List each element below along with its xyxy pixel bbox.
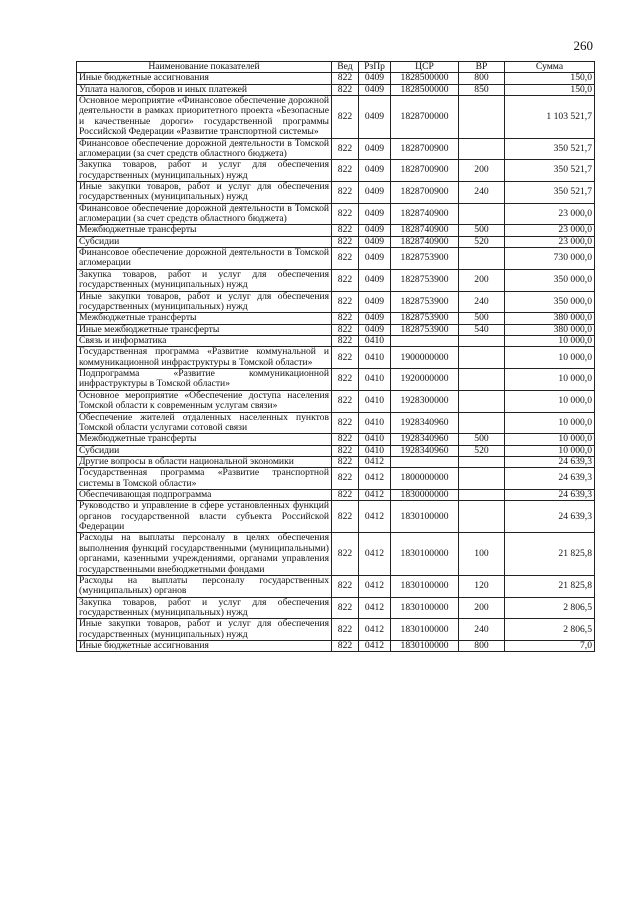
sum-cell: 24 639,3	[505, 456, 595, 467]
csr-cell: 1830100000	[391, 619, 459, 641]
name-cell: Основное мероприятие «Обеспечение доступа населения Томской области к современным услугам связи»	[77, 390, 332, 412]
name-cell: Финансовое обеспечение дорожной деятельности в Томской агломерации	[77, 248, 332, 270]
header-vr: ВР	[459, 62, 505, 73]
ved-cell: 822	[332, 73, 359, 84]
name-cell: Иные закупки товаров, работ и услуг для обеспечения государственных (муниципальных) нужд	[77, 619, 332, 641]
ved-cell: 822	[332, 445, 359, 456]
name-cell: Иные межбюджетные трансферты	[77, 324, 332, 335]
name-cell: Расходы на выплаты персоналу в целях обеспечения выполнения функций государственными (муниципальными) органами, казенными учреждениями, органами управления государственными внебюджетными фондами	[77, 533, 332, 575]
rzpr-cell: 0409	[359, 73, 391, 84]
csr-cell: 1828700900	[391, 138, 459, 160]
vr-cell: 120	[459, 575, 505, 597]
sum-cell: 21 825,8	[505, 533, 595, 575]
table-row	[77, 225, 595, 236]
name-cell: Обеспечивающая подпрограмма	[77, 490, 332, 501]
table-row	[77, 369, 595, 391]
name-cell: Основное мероприятие «Финансовое обеспечение дорожной деятельности в рамках приоритетного проекта «Безопасные и качественные дороги» государственной программы Российской Федерации «Развитие транспортной системы»	[77, 96, 332, 138]
rzpr-cell: 0410	[359, 369, 391, 391]
ved-cell: 822	[332, 138, 359, 160]
sum-cell: 23 000,0	[505, 236, 595, 247]
rzpr-cell: 0412	[359, 456, 391, 467]
rzpr-cell: 0412	[359, 501, 391, 533]
page-number: 260	[573, 38, 593, 53]
name-cell: Закупка товаров, работ и услуг для обеспечения государственных (муниципальных) нужд	[77, 160, 332, 182]
rzpr-cell: 0412	[359, 619, 391, 641]
rzpr-cell: 0412	[359, 533, 391, 575]
table-row	[77, 501, 595, 533]
ved-cell: 822	[332, 291, 359, 313]
table-row	[77, 138, 595, 160]
vr-cell: 500	[459, 434, 505, 445]
name-cell: Финансовое обеспечение дорожной деятельности в Томской агломерации (за счет средств областного бюджета)	[77, 203, 332, 225]
ved-cell: 822	[332, 412, 359, 434]
table-row	[77, 248, 595, 270]
vr-cell: 240	[459, 291, 505, 313]
sum-cell: 23 000,0	[505, 203, 595, 225]
rzpr-cell: 0410	[359, 445, 391, 456]
header-csr: ЦСР	[391, 62, 459, 73]
table-row	[77, 73, 595, 84]
table-row	[77, 434, 595, 445]
vr-cell: 100	[459, 533, 505, 575]
csr-cell: 1828753900	[391, 248, 459, 270]
name-cell: Закупка товаров, работ и услуг для обеспечения государственных (муниципальных) нужд	[77, 597, 332, 619]
sum-cell: 24 639,3	[505, 468, 595, 490]
name-cell: Иные закупки товаров, работ и услуг для обеспечения государственных (муниципальных) нужд	[77, 181, 332, 203]
rzpr-cell: 0409	[359, 269, 391, 291]
csr-cell: 1800000000	[391, 468, 459, 490]
csr-cell: 1830100000	[391, 533, 459, 575]
sum-cell: 7,0	[505, 641, 595, 652]
csr-cell: 1828753900	[391, 324, 459, 335]
sum-cell: 350 000,0	[505, 291, 595, 313]
table-row	[77, 490, 595, 501]
ved-cell: 822	[332, 641, 359, 652]
sum-cell: 150,0	[505, 73, 595, 84]
ved-cell: 822	[332, 84, 359, 95]
name-cell: Государственная программа «Развитие транспортной системы в Томской области»	[77, 468, 332, 490]
csr-cell: 1828700900	[391, 160, 459, 182]
table-row	[77, 291, 595, 313]
rzpr-cell: 0409	[359, 84, 391, 95]
rzpr-cell: 0412	[359, 597, 391, 619]
rzpr-cell: 0409	[359, 324, 391, 335]
rzpr-cell: 0409	[359, 138, 391, 160]
name-cell: Финансовое обеспечение дорожной деятельности в Томской агломерации (за счет средств областного бюджета)	[77, 138, 332, 160]
rzpr-cell: 0410	[359, 335, 391, 346]
name-cell: Иные бюджетные ассигнования	[77, 73, 332, 84]
table-row	[77, 160, 595, 182]
table-row	[77, 313, 595, 324]
rzpr-cell: 0412	[359, 641, 391, 652]
vr-cell: 800	[459, 641, 505, 652]
vr-cell: 520	[459, 236, 505, 247]
table-row	[77, 445, 595, 456]
name-cell: Подпрограмма «Развитие коммуникационной инфраструктуры в Томской области»	[77, 369, 332, 391]
csr-cell	[391, 335, 459, 346]
rzpr-cell: 0410	[359, 434, 391, 445]
table-row	[77, 96, 595, 138]
vr-cell	[459, 96, 505, 138]
table-row	[77, 533, 595, 575]
name-cell: Иные закупки товаров, работ и услуг для обеспечения государственных (муниципальных) нужд	[77, 291, 332, 313]
sum-cell: 350 521,7	[505, 138, 595, 160]
table-row	[77, 456, 595, 467]
table-row	[77, 619, 595, 641]
csr-cell: 1928340960	[391, 412, 459, 434]
csr-cell: 1828700900	[391, 181, 459, 203]
ved-cell: 822	[332, 324, 359, 335]
name-cell: Другие вопросы в области национальной экономики	[77, 456, 332, 467]
name-cell: Межбюджетные трансферты	[77, 434, 332, 445]
rzpr-cell: 0409	[359, 96, 391, 138]
ved-cell: 822	[332, 335, 359, 346]
ved-cell: 822	[332, 248, 359, 270]
csr-cell	[391, 456, 459, 467]
table-row	[77, 203, 595, 225]
name-cell: Субсидии	[77, 236, 332, 247]
sum-cell: 1 103 521,7	[505, 96, 595, 138]
vr-cell: 800	[459, 73, 505, 84]
table-row	[77, 335, 595, 346]
csr-cell: 1830100000	[391, 597, 459, 619]
ved-cell: 822	[332, 236, 359, 247]
sum-cell: 380 000,0	[505, 313, 595, 324]
header-ved: Вед	[332, 62, 359, 73]
vr-cell	[459, 456, 505, 467]
name-cell: Субсидии	[77, 445, 332, 456]
vr-cell: 850	[459, 84, 505, 95]
ved-cell: 822	[332, 456, 359, 467]
table-row	[77, 84, 595, 95]
rzpr-cell: 0412	[359, 490, 391, 501]
ved-cell: 822	[332, 181, 359, 203]
ved-cell: 822	[332, 390, 359, 412]
sum-cell: 350 000,0	[505, 269, 595, 291]
rzpr-cell: 0412	[359, 468, 391, 490]
ved-cell: 822	[332, 313, 359, 324]
vr-cell: 200	[459, 160, 505, 182]
rzpr-cell: 0410	[359, 390, 391, 412]
vr-cell	[459, 468, 505, 490]
sum-cell: 350 521,7	[505, 160, 595, 182]
sum-cell: 21 825,8	[505, 575, 595, 597]
sum-cell: 730 000,0	[505, 248, 595, 270]
ved-cell: 822	[332, 619, 359, 641]
csr-cell: 1928300000	[391, 390, 459, 412]
csr-cell: 1828753900	[391, 269, 459, 291]
name-cell: Межбюджетные трансферты	[77, 225, 332, 236]
rzpr-cell: 0409	[359, 248, 391, 270]
name-cell: Межбюджетные трансферты	[77, 313, 332, 324]
rzpr-cell: 0410	[359, 412, 391, 434]
ved-cell: 822	[332, 597, 359, 619]
csr-cell: 1828740900	[391, 203, 459, 225]
ved-cell: 822	[332, 347, 359, 369]
vr-cell: 240	[459, 181, 505, 203]
vr-cell: 200	[459, 597, 505, 619]
vr-cell	[459, 203, 505, 225]
sum-cell: 10 000,0	[505, 434, 595, 445]
csr-cell: 1830100000	[391, 575, 459, 597]
rzpr-cell: 0409	[359, 181, 391, 203]
table-row	[77, 347, 595, 369]
sum-cell: 10 000,0	[505, 390, 595, 412]
csr-cell: 1920000000	[391, 369, 459, 391]
vr-cell: 500	[459, 313, 505, 324]
vr-cell: 540	[459, 324, 505, 335]
table-row	[77, 269, 595, 291]
csr-cell: 1830100000	[391, 501, 459, 533]
name-cell: Закупка товаров, работ и услуг для обеспечения государственных (муниципальных) нужд	[77, 269, 332, 291]
table-row	[77, 324, 595, 335]
vr-cell	[459, 390, 505, 412]
sum-cell: 24 639,3	[505, 490, 595, 501]
csr-cell: 1830100000	[391, 641, 459, 652]
vr-cell: 200	[459, 269, 505, 291]
header-rzpr: РзПр	[359, 62, 391, 73]
vr-cell: 240	[459, 619, 505, 641]
ved-cell: 822	[332, 434, 359, 445]
csr-cell: 1830000000	[391, 490, 459, 501]
ved-cell: 822	[332, 160, 359, 182]
sum-cell: 10 000,0	[505, 445, 595, 456]
name-cell: Государственная программа «Развитие коммунальной и коммуникационной инфраструктуры в Томской области»	[77, 347, 332, 369]
name-cell: Уплата налогов, сборов и иных платежей	[77, 84, 332, 95]
vr-cell	[459, 347, 505, 369]
vr-cell	[459, 501, 505, 533]
ved-cell: 822	[332, 203, 359, 225]
sum-cell: 2 806,5	[505, 597, 595, 619]
sum-cell: 350 521,7	[505, 181, 595, 203]
vr-cell	[459, 490, 505, 501]
rzpr-cell: 0409	[359, 160, 391, 182]
csr-cell: 1828740900	[391, 225, 459, 236]
ved-cell: 822	[332, 490, 359, 501]
rzpr-cell: 0409	[359, 236, 391, 247]
table-row	[77, 412, 595, 434]
rzpr-cell: 0410	[359, 347, 391, 369]
vr-cell: 520	[459, 445, 505, 456]
rzpr-cell: 0409	[359, 225, 391, 236]
table-row	[77, 468, 595, 490]
sum-cell: 10 000,0	[505, 369, 595, 391]
csr-cell: 1828500000	[391, 84, 459, 95]
csr-cell: 1828753900	[391, 313, 459, 324]
csr-cell: 1928340960	[391, 434, 459, 445]
ved-cell: 822	[332, 96, 359, 138]
rzpr-cell: 0412	[359, 575, 391, 597]
sum-cell: 10 000,0	[505, 347, 595, 369]
vr-cell: 500	[459, 225, 505, 236]
budget-table	[76, 61, 595, 652]
sum-cell: 380 000,0	[505, 324, 595, 335]
table-row	[77, 575, 595, 597]
ved-cell: 822	[332, 468, 359, 490]
csr-cell: 1828753900	[391, 291, 459, 313]
name-cell: Руководство и управление в сфере установленных функций органов государственной власти субъекта Российской Федерации	[77, 501, 332, 533]
vr-cell	[459, 248, 505, 270]
csr-cell: 1828700000	[391, 96, 459, 138]
name-cell: Расходы на выплаты персоналу государственных (муниципальных) органов	[77, 575, 332, 597]
csr-cell: 1900000000	[391, 347, 459, 369]
name-cell: Обеспечение жителей отдаленных населенных пунктов Томской области услугами сотовой связи	[77, 412, 332, 434]
ved-cell: 822	[332, 225, 359, 236]
table-row	[77, 390, 595, 412]
ved-cell: 822	[332, 533, 359, 575]
csr-cell: 1828740900	[391, 236, 459, 247]
vr-cell	[459, 369, 505, 391]
csr-cell: 1928340960	[391, 445, 459, 456]
sum-cell: 2 806,5	[505, 619, 595, 641]
vr-cell	[459, 138, 505, 160]
rzpr-cell: 0409	[359, 313, 391, 324]
ved-cell: 822	[332, 369, 359, 391]
sum-cell: 150,0	[505, 84, 595, 95]
rzpr-cell: 0409	[359, 203, 391, 225]
table-row	[77, 641, 595, 652]
sum-cell: 24 639,3	[505, 501, 595, 533]
ved-cell: 822	[332, 575, 359, 597]
table-row	[77, 181, 595, 203]
table-row	[77, 597, 595, 619]
name-cell: Связь и информатика	[77, 335, 332, 346]
vr-cell	[459, 412, 505, 434]
sum-cell: 23 000,0	[505, 225, 595, 236]
header-sum: Сумма	[505, 62, 595, 73]
rzpr-cell: 0409	[359, 291, 391, 313]
table-header-row	[77, 62, 595, 73]
table-row	[77, 236, 595, 247]
sum-cell: 10 000,0	[505, 335, 595, 346]
header-name: Наименование показателей	[77, 62, 332, 73]
ved-cell: 822	[332, 269, 359, 291]
vr-cell	[459, 335, 505, 346]
name-cell: Иные бюджетные ассигнования	[77, 641, 332, 652]
csr-cell: 1828500000	[391, 73, 459, 84]
ved-cell: 822	[332, 501, 359, 533]
sum-cell: 10 000,0	[505, 412, 595, 434]
